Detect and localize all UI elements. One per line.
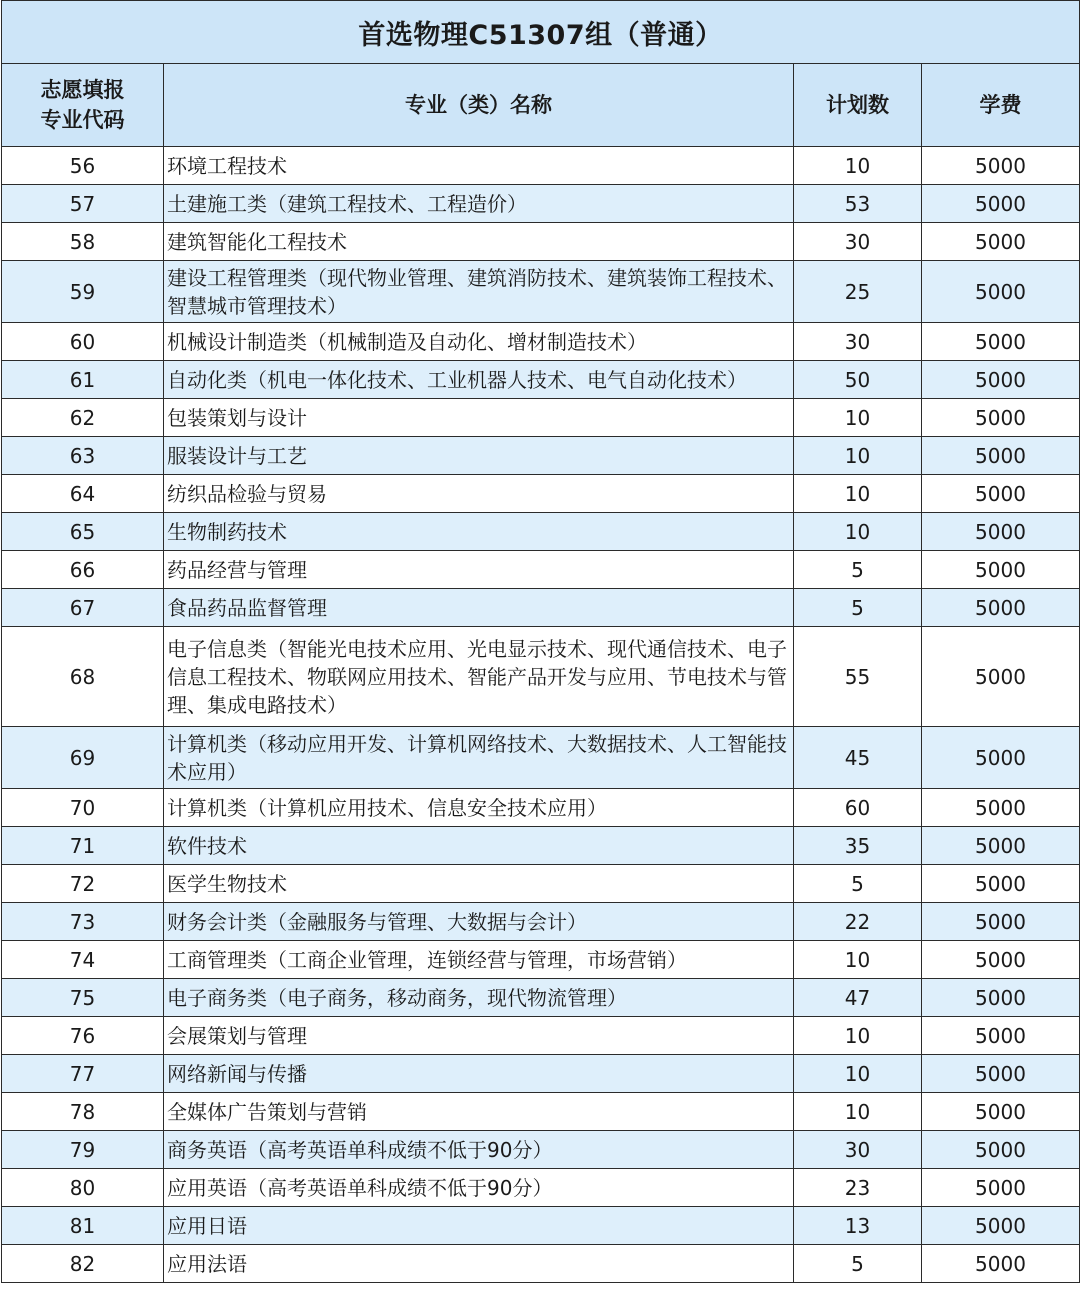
- cell-code: 65: [2, 513, 164, 551]
- cell-name: 软件技术: [164, 827, 794, 865]
- header-code-line2: 专业代码: [40, 108, 125, 132]
- cell-name: 商务英语（高考英语单科成绩不低于90分）: [164, 1131, 794, 1169]
- table-row: [2, 1207, 1080, 1245]
- cell-name: 包装策划与设计: [164, 399, 794, 437]
- cell-code: 80: [2, 1169, 164, 1207]
- cell-fee: 5000: [922, 551, 1080, 589]
- cell-name: 环境工程技术: [164, 147, 794, 185]
- table-row: [2, 979, 1080, 1017]
- table-row: [2, 903, 1080, 941]
- cell-name: 建筑智能化工程技术: [164, 223, 794, 261]
- cell-code: 68: [2, 627, 164, 727]
- table-row: [2, 513, 1080, 551]
- cell-name: 财务会计类（金融服务与管理、大数据与会计）: [164, 903, 794, 941]
- cell-name: 会展策划与管理: [164, 1017, 794, 1055]
- table-row: [2, 1055, 1080, 1093]
- cell-fee: 5000: [922, 437, 1080, 475]
- cell-plan: 10: [794, 399, 922, 437]
- table-row: [2, 827, 1080, 865]
- cell-plan: 13: [794, 1207, 922, 1245]
- cell-fee: 5000: [922, 589, 1080, 627]
- table-row: [2, 147, 1080, 185]
- cell-plan: 10: [794, 1055, 922, 1093]
- cell-fee: 5000: [922, 399, 1080, 437]
- cell-name: 应用英语（高考英语单科成绩不低于90分）: [164, 1169, 794, 1207]
- cell-plan: 25: [794, 261, 922, 323]
- cell-code: 69: [2, 727, 164, 789]
- table-row: [2, 727, 1080, 789]
- cell-code: 58: [2, 223, 164, 261]
- cell-name: 医学生物技术: [164, 865, 794, 903]
- cell-fee: 5000: [922, 513, 1080, 551]
- cell-plan: 10: [794, 1093, 922, 1131]
- cell-code: 71: [2, 827, 164, 865]
- header-plan: 计划数: [794, 64, 922, 147]
- cell-fee: 5000: [922, 475, 1080, 513]
- table-row: [2, 1245, 1080, 1283]
- cell-name: 应用法语: [164, 1245, 794, 1283]
- cell-code: 67: [2, 589, 164, 627]
- cell-plan: 10: [794, 437, 922, 475]
- table-row: [2, 789, 1080, 827]
- cell-code: 79: [2, 1131, 164, 1169]
- cell-fee: 5000: [922, 789, 1080, 827]
- cell-fee: 5000: [922, 727, 1080, 789]
- cell-plan: 30: [794, 323, 922, 361]
- cell-plan: 5: [794, 1245, 922, 1283]
- cell-name: 自动化类（机电一体化技术、工业机器人技术、电气自动化技术）: [164, 361, 794, 399]
- cell-plan: 55: [794, 627, 922, 727]
- cell-code: 60: [2, 323, 164, 361]
- cell-code: 82: [2, 1245, 164, 1283]
- table-row: [2, 1131, 1080, 1169]
- cell-fee: 5000: [922, 865, 1080, 903]
- cell-name: 纺织品检验与贸易: [164, 475, 794, 513]
- cell-fee: 5000: [922, 979, 1080, 1017]
- cell-fee: 5000: [922, 827, 1080, 865]
- cell-plan: 30: [794, 1131, 922, 1169]
- table-row: [2, 437, 1080, 475]
- table-row: [2, 551, 1080, 589]
- enrollment-plan-table: [1, 0, 1080, 1283]
- cell-fee: 5000: [922, 147, 1080, 185]
- header-code: [2, 64, 164, 147]
- cell-code: 77: [2, 1055, 164, 1093]
- cell-name: 计算机类（移动应用开发、计算机网络技术、大数据技术、人工智能技术应用）: [164, 727, 794, 789]
- cell-code: 57: [2, 185, 164, 223]
- cell-fee: 5000: [922, 1055, 1080, 1093]
- cell-code: 76: [2, 1017, 164, 1055]
- cell-fee: 5000: [922, 261, 1080, 323]
- cell-name: 工商管理类（工商企业管理，连锁经营与管理，市场营销）: [164, 941, 794, 979]
- cell-code: 74: [2, 941, 164, 979]
- cell-name: 电子商务类（电子商务，移动商务，现代物流管理）: [164, 979, 794, 1017]
- table-title: 首选物理C51307组（普通）: [2, 1, 1080, 64]
- table-row: [2, 1017, 1080, 1055]
- header-name: 专业（类）名称: [164, 64, 794, 147]
- cell-name: 生物制药技术: [164, 513, 794, 551]
- cell-plan: 10: [794, 475, 922, 513]
- cell-plan: 60: [794, 789, 922, 827]
- cell-code: 61: [2, 361, 164, 399]
- cell-fee: 5000: [922, 1207, 1080, 1245]
- cell-fee: 5000: [922, 1093, 1080, 1131]
- cell-plan: 10: [794, 513, 922, 551]
- cell-name: 计算机类（计算机应用技术、信息安全技术应用）: [164, 789, 794, 827]
- cell-plan: 47: [794, 979, 922, 1017]
- cell-fee: 5000: [922, 1169, 1080, 1207]
- cell-name: 应用日语: [164, 1207, 794, 1245]
- cell-fee: 5000: [922, 941, 1080, 979]
- table-row: [2, 627, 1080, 727]
- table-row: [2, 185, 1080, 223]
- cell-plan: 5: [794, 589, 922, 627]
- cell-fee: 5000: [922, 1017, 1080, 1055]
- cell-code: 78: [2, 1093, 164, 1131]
- cell-code: 81: [2, 1207, 164, 1245]
- table-row: [2, 1169, 1080, 1207]
- table-row: [2, 865, 1080, 903]
- cell-code: 63: [2, 437, 164, 475]
- table-row: [2, 475, 1080, 513]
- cell-name: 土建施工类（建筑工程技术、工程造价）: [164, 185, 794, 223]
- cell-fee: 5000: [922, 1131, 1080, 1169]
- cell-code: 75: [2, 979, 164, 1017]
- cell-code: 66: [2, 551, 164, 589]
- cell-code: 72: [2, 865, 164, 903]
- table-row: [2, 399, 1080, 437]
- table-row: [2, 223, 1080, 261]
- cell-plan: 30: [794, 223, 922, 261]
- cell-name: 药品经营与管理: [164, 551, 794, 589]
- cell-fee: 5000: [922, 185, 1080, 223]
- cell-code: 56: [2, 147, 164, 185]
- cell-fee: 5000: [922, 627, 1080, 727]
- cell-code: 59: [2, 261, 164, 323]
- cell-plan: 53: [794, 185, 922, 223]
- cell-name: 食品药品监督管理: [164, 589, 794, 627]
- cell-plan: 50: [794, 361, 922, 399]
- cell-code: 73: [2, 903, 164, 941]
- cell-code: 62: [2, 399, 164, 437]
- cell-fee: 5000: [922, 223, 1080, 261]
- cell-plan: 10: [794, 941, 922, 979]
- header-code-line1: 志愿填报: [40, 78, 125, 102]
- header-row: [2, 64, 1080, 147]
- cell-fee: 5000: [922, 1245, 1080, 1283]
- cell-plan: 35: [794, 827, 922, 865]
- cell-plan: 5: [794, 551, 922, 589]
- cell-name: 全媒体广告策划与营销: [164, 1093, 794, 1131]
- table-row: [2, 261, 1080, 323]
- table-row: [2, 323, 1080, 361]
- cell-name: 机械设计制造类（机械制造及自动化、增材制造技术）: [164, 323, 794, 361]
- cell-fee: 5000: [922, 323, 1080, 361]
- cell-name: 网络新闻与传播: [164, 1055, 794, 1093]
- cell-fee: 5000: [922, 361, 1080, 399]
- table-row: [2, 1093, 1080, 1131]
- table-row: [2, 589, 1080, 627]
- header-fee: 学费: [922, 64, 1080, 147]
- cell-plan: 10: [794, 1017, 922, 1055]
- cell-name: 电子信息类（智能光电技术应用、光电显示技术、现代通信技术、电子信息工程技术、物联网应用技术、智能产品开发与应用、节电技术与管理、集成电路技术）: [164, 627, 794, 727]
- cell-plan: 22: [794, 903, 922, 941]
- table-row: [2, 941, 1080, 979]
- cell-name: 服装设计与工艺: [164, 437, 794, 475]
- cell-plan: 45: [794, 727, 922, 789]
- cell-code: 70: [2, 789, 164, 827]
- cell-name: 建设工程管理类（现代物业管理、建筑消防技术、建筑装饰工程技术、智慧城市管理技术）: [164, 261, 794, 323]
- table-row: [2, 361, 1080, 399]
- cell-plan: 23: [794, 1169, 922, 1207]
- cell-fee: 5000: [922, 903, 1080, 941]
- cell-plan: 10: [794, 147, 922, 185]
- cell-code: 64: [2, 475, 164, 513]
- cell-plan: 5: [794, 865, 922, 903]
